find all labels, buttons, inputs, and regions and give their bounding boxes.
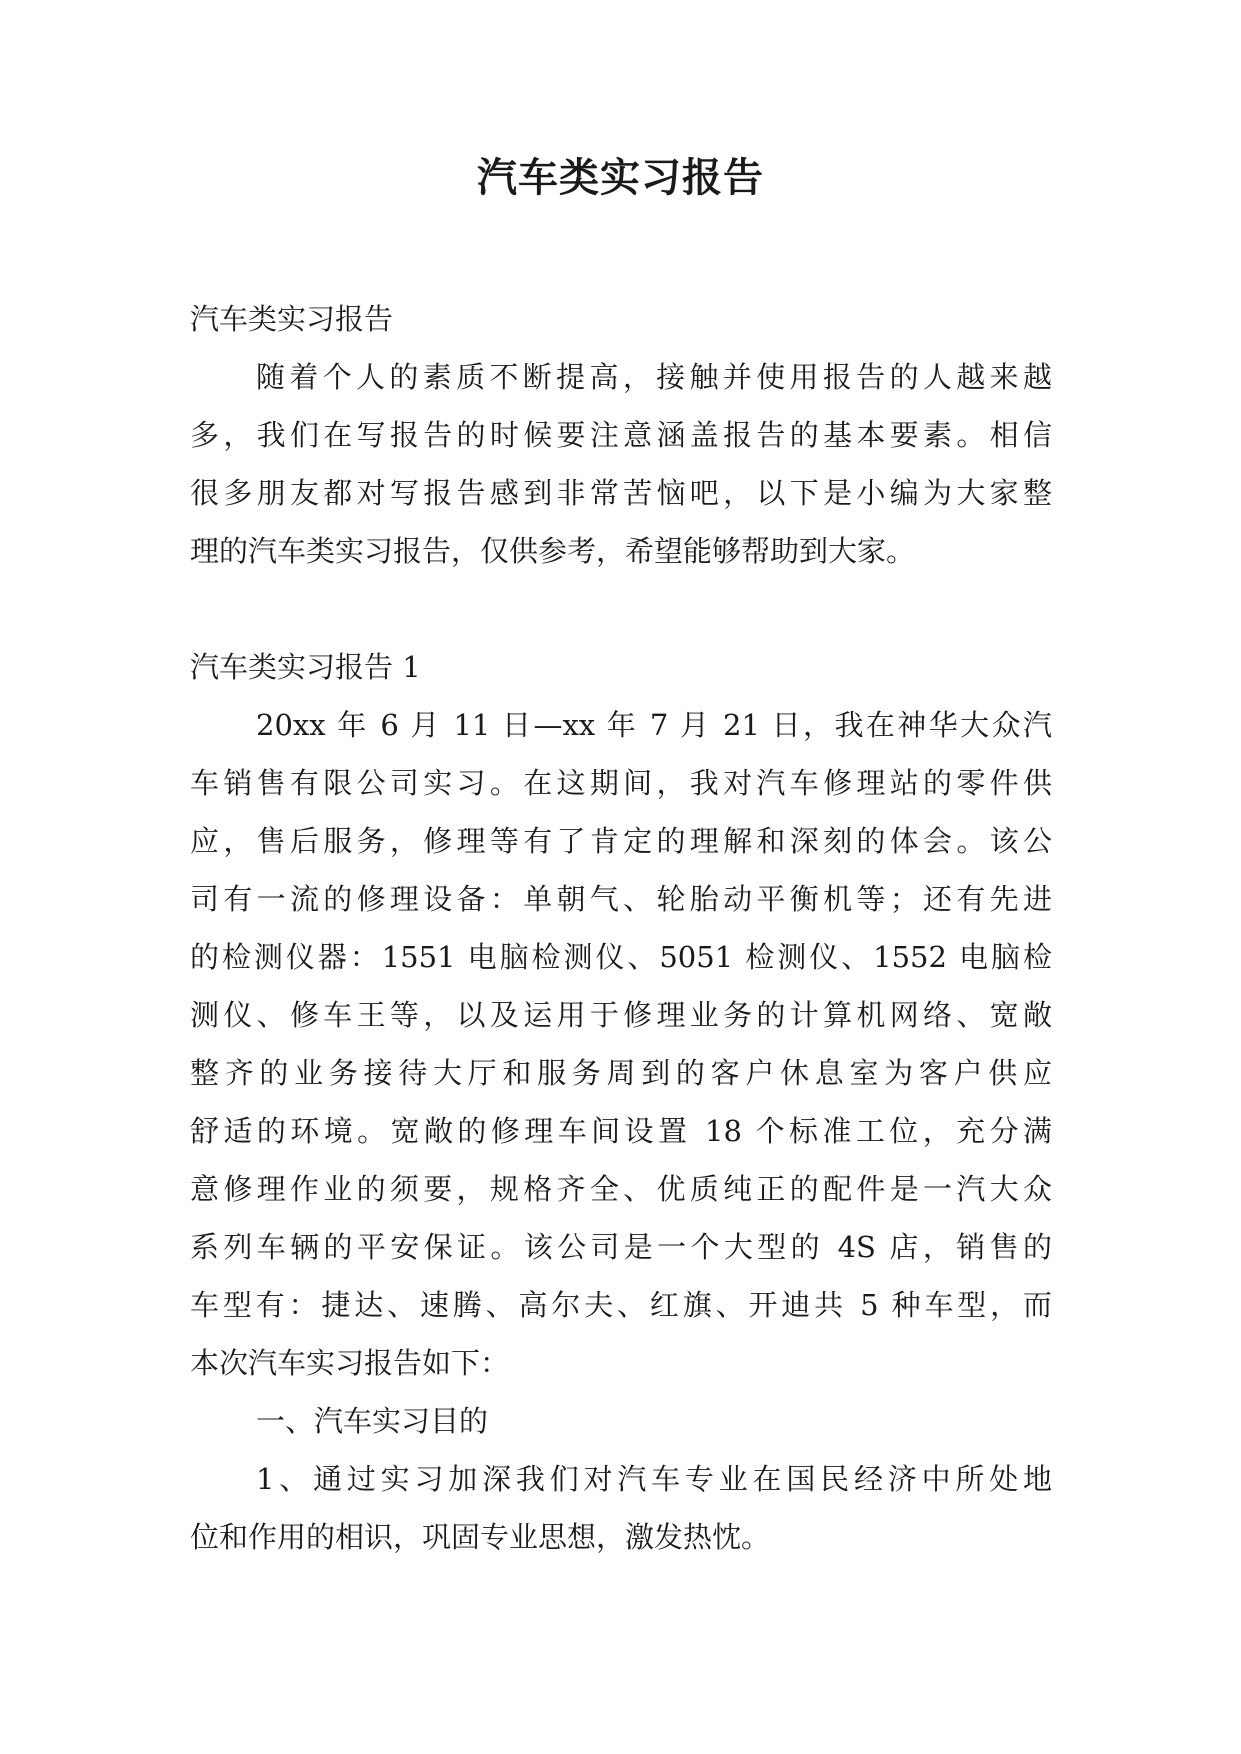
paragraph-line: 意修理作业的须要，规格齐全、优质纯正的配件是一汽大众 <box>190 1172 1052 1206</box>
blank-line <box>190 580 1052 638</box>
paragraph-line: 车型有：捷达、速腾、高尔夫、红旗、开迪共 5 种车型，而 <box>190 1288 1052 1322</box>
document-title: 汽车类实习报告 <box>477 154 764 201</box>
section-heading: 汽车类实习报告 1 <box>190 650 421 684</box>
paragraph-line: 测仪、修车王等，以及运用于修理业务的计算机网络、宽敞 <box>190 998 1052 1032</box>
paragraph-line: 系列车辆的平安保证。该公司是一个大型的 4S 店，销售的 <box>190 1230 1052 1264</box>
paragraph-line: 车销售有限公司实习。在这期间，我对汽车修理站的零件供 <box>190 766 1052 800</box>
paragraph-line: 1、通过实习加深我们对汽车专业在国民经济中所处地 <box>256 1462 1052 1496</box>
paragraph-line: 的检测仪器：1551 电脑检测仪、5051 检测仪、1552 电脑检 <box>190 940 1052 974</box>
paragraph-line: 舒适的环境。宽敞的修理车间设置 18 个标准工位，充分满 <box>190 1114 1052 1148</box>
paragraph-line: 整齐的业务接待大厅和服务周到的客户休息室为客户供应 <box>190 1056 1052 1090</box>
paragraph-line: 多，我们在写报告的时候要注意涵盖报告的基本要素。相信 <box>190 418 1052 452</box>
paragraph-line: 随着个人的素质不断提高，接触并使用报告的人越来越 <box>256 360 1052 394</box>
document-body <box>190 290 1052 1566</box>
paragraph-line: 司有一流的修理设备：单朝气、轮胎动平衡机等；还有先进 <box>190 882 1052 916</box>
paragraph-line: 应，售后服务，修理等有了肯定的理解和深刻的体会。该公 <box>190 824 1052 858</box>
paragraph-line: 很多朋友都对写报告感到非常苦恼吧，以下是小编为大家整 <box>190 476 1052 510</box>
intro-heading: 汽车类实习报告 <box>190 302 394 336</box>
list-item <box>190 1450 1052 1566</box>
paragraph-line: 本次汽车实习报告如下： <box>190 1346 510 1380</box>
paragraph-line: 位和作用的相识，巩固专业思想，激发热忱。 <box>190 1520 771 1554</box>
intro-paragraph <box>190 348 1052 580</box>
subheading: 一、汽车实习目的 <box>256 1404 489 1438</box>
paragraph-line: 20xx 年 6 月 11 日—xx 年 7 月 21 日，我在神华大众汽 <box>256 708 1052 742</box>
section-paragraph <box>190 696 1052 1392</box>
paragraph-line: 理的汽车类实习报告，仅供参考，希望能够帮助到大家。 <box>190 534 916 568</box>
